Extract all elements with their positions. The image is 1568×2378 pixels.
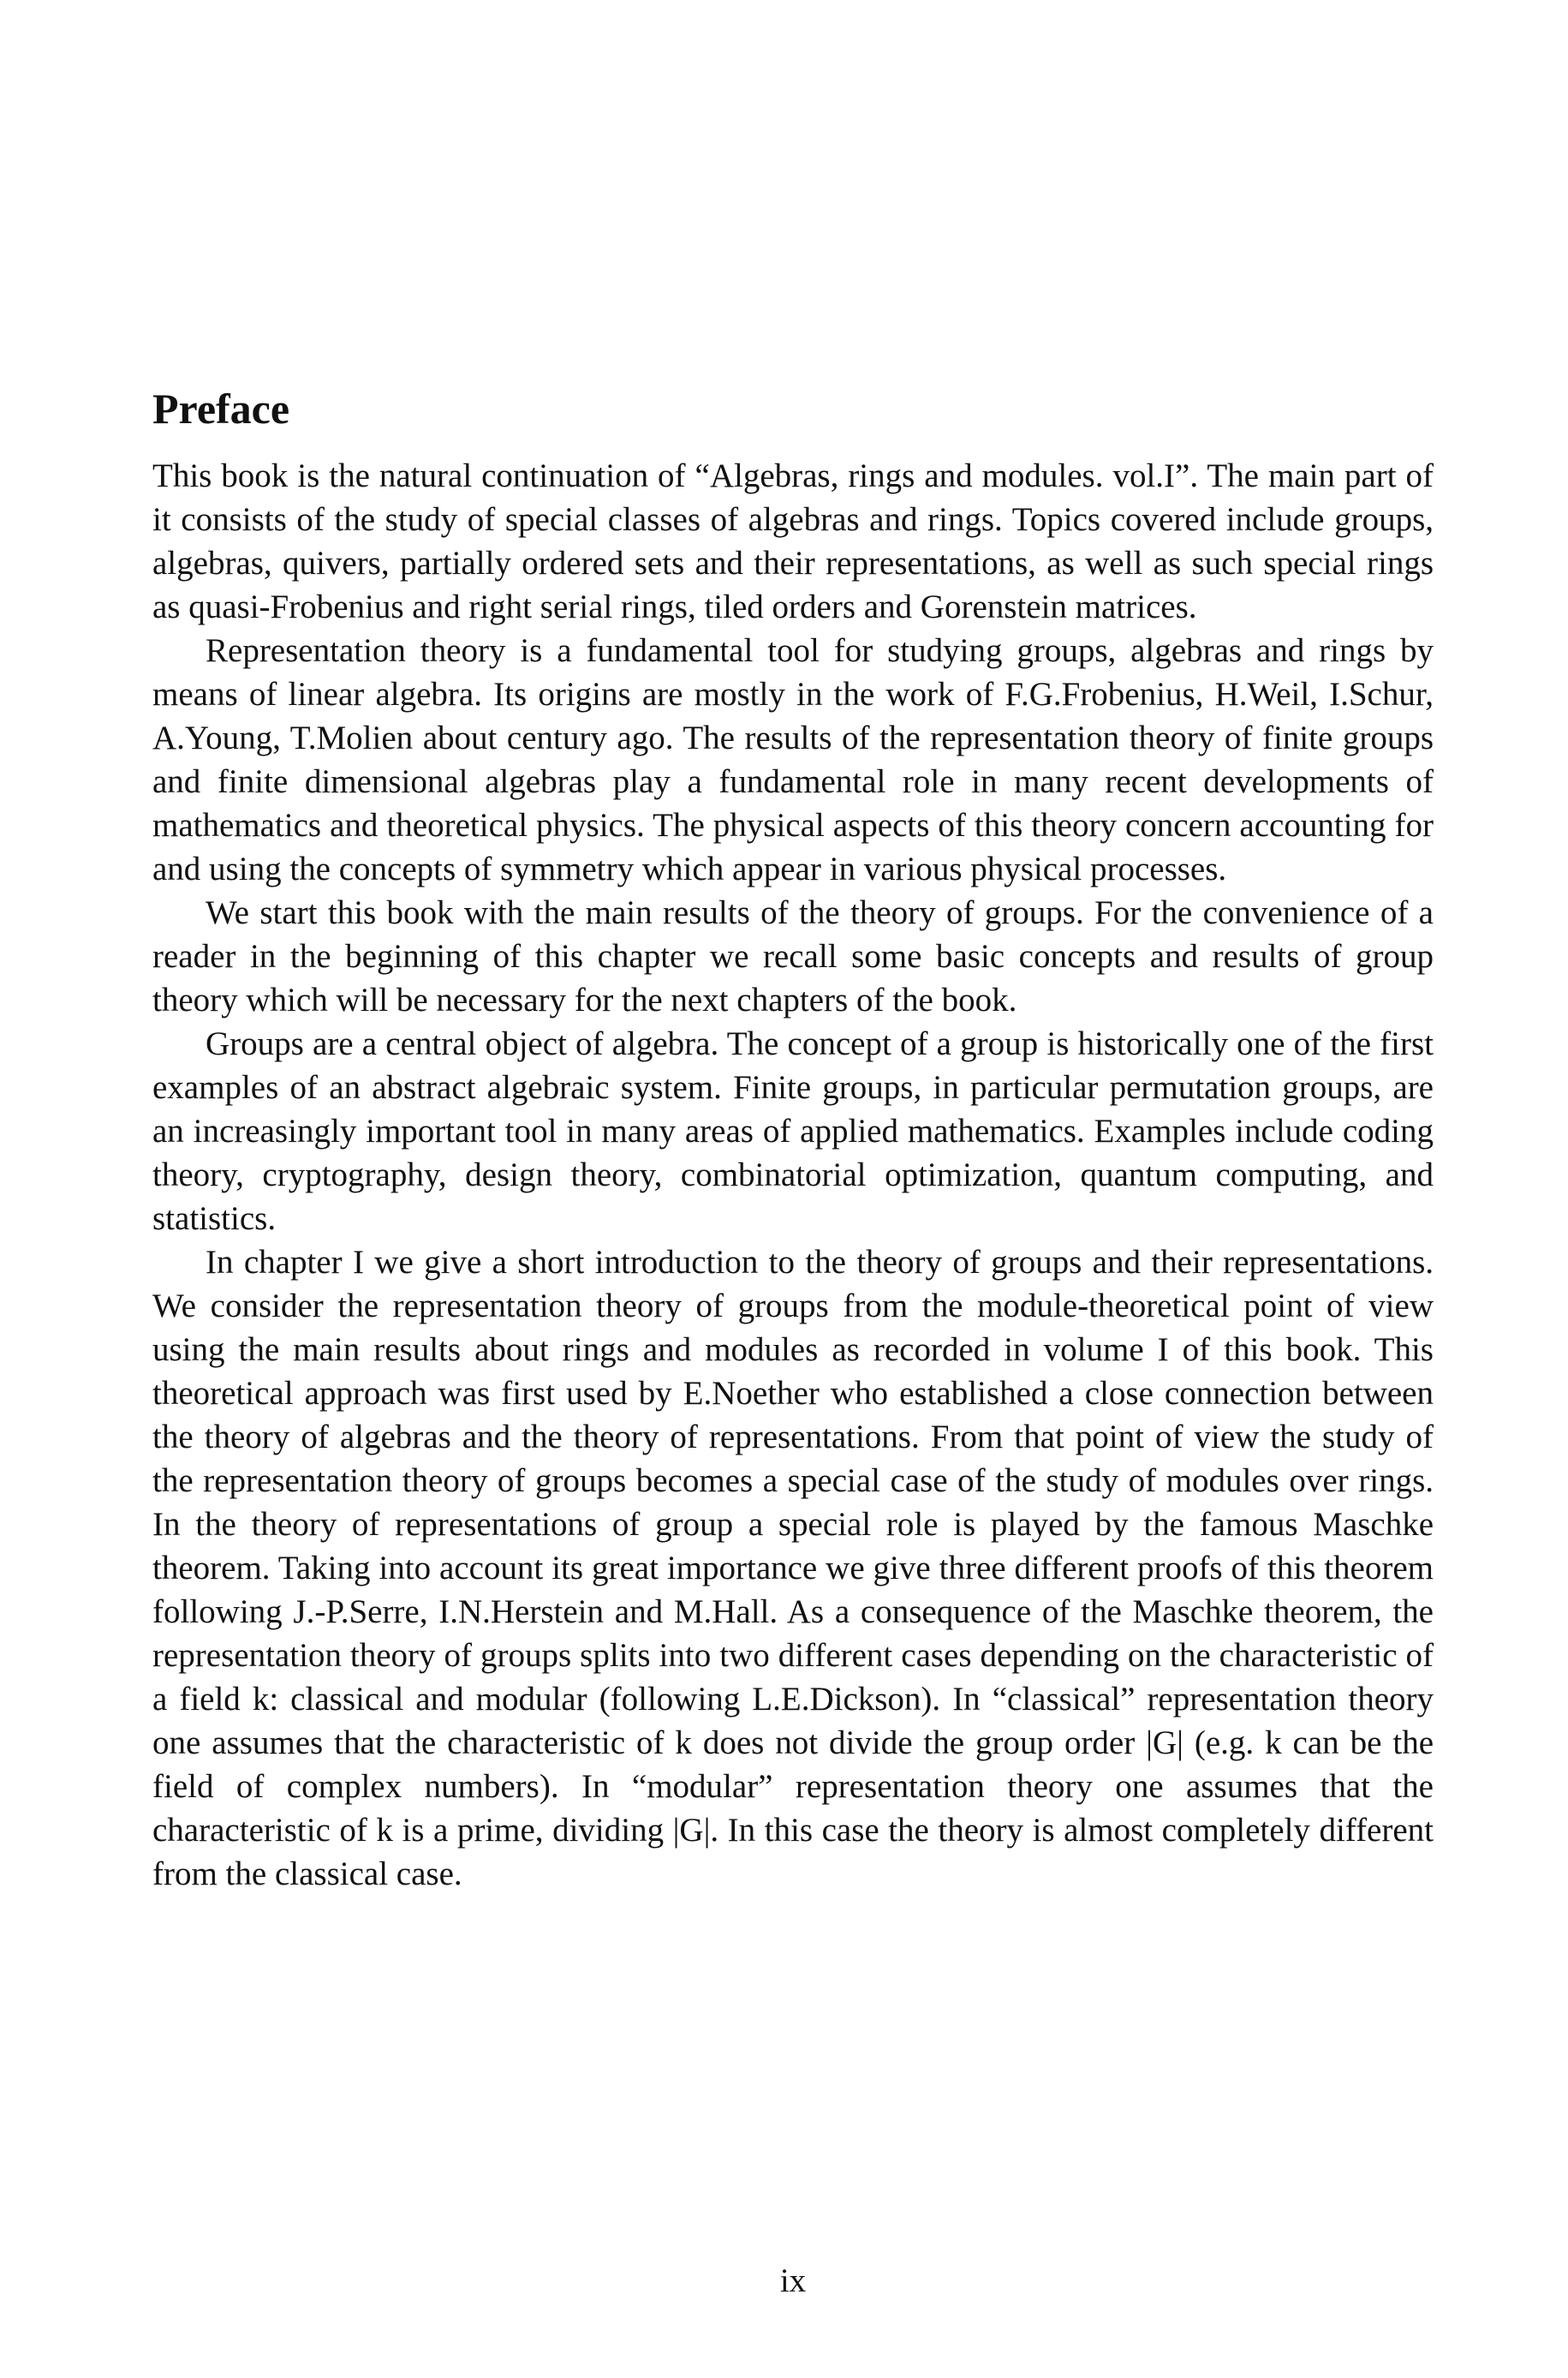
paragraph-3: We start this book with the main results of the theory of groups. For the convenience of a reader in the beginning of this chapter we recall some basic concepts and results of group theory which will be necessary for the next chapters of the book. xyxy=(152,894,1434,1019)
book-page xyxy=(152,0,1434,2378)
page-title: Preface xyxy=(152,385,290,433)
paragraph-2: Representation theory is a fundamental tool for studying groups, algebras and rings by means of linear algebra. Its origins are mostly in the work of F.G.Frobenius, H.Weil, I.Schur, A.Young, T.Molien about century ago. The results of the representation theory of finite groups and finite dimensional algebras play a fundamental role in many recent developments of mathematics and theoretical physics. The physical aspects of this theory concern accounting for and using the concepts of symmetry which appear in various physical processes. xyxy=(152,632,1434,887)
preface-body xyxy=(152,454,1434,1896)
paragraph-5: In chapter I we give a short introduction to the theory of groups and their representations. We consider the representation theory of groups from the module-theoretical point of view using the main results about rings and modules as recorded in volume I of this book. This theoretical approach was first used by E.Noether who established a close connection between the theory of algebras and the theory of representations. From that point of view the study of the representation theory of groups becomes a special case of the study of modules over rings. In the theory of representations of group a special role is played by the famous Maschke theorem. Taking into account its great importance we give three different proofs of this theorem following J.-P.Serre, I.N.Herstein and M.Hall. As a consequence of the Maschke theorem, the representation theory of groups splits into two different cases depending on the characteristic of a field k: classical and modular (following L.E.Dickson). In “classical” representation theory one assumes that the characteristic of k does not divide the group order |G| (e.g. k can be the field of complex numbers). In “modular” representation theory one assumes that the characteristic of k is a prime, dividing |G|. In this case the theory is almost completely different from the classical case. xyxy=(152,1244,1434,1892)
page-number: ix xyxy=(779,2262,807,2299)
paragraph-4: Groups are a central object of algebra. The concept of a group is historically one of the first examples of an abstract algebraic system. Finite groups, in particular permutation groups, are an increasingly important tool in many areas of applied mathematics. Examples include coding theory, cryptography, design theory, combinatorial optimization, quantum computing, and statistics. xyxy=(152,1025,1434,1237)
paragraph-1: This book is the natural continuation of “Algebras, rings and modules. vol.I”. The main part of it consists of the study of special classes of algebras and rings. Topics covered include groups, algebras, quivers, partially ordered sets and their representations, as well as such special rings as quasi-Frobenius and right serial rings, tiled orders and Gorenstein matrices. xyxy=(152,457,1434,625)
